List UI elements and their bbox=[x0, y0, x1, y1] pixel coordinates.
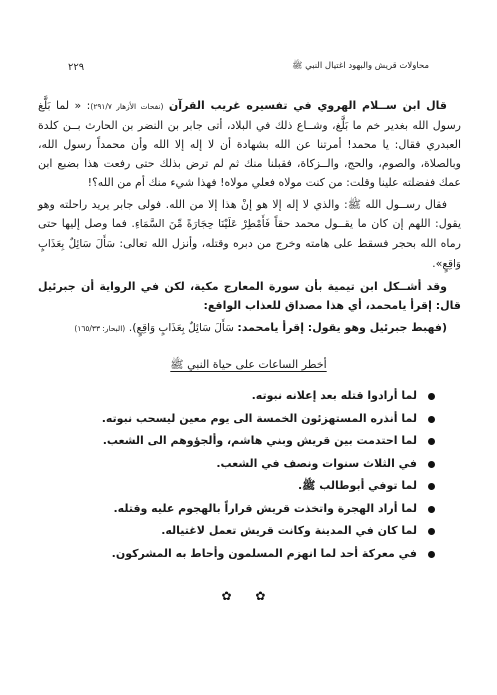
paragraph-1-reference: (نفحات الأزهار ٢٩١/٧) bbox=[90, 102, 164, 111]
bullet-list bbox=[40, 385, 435, 565]
quran-verse-1: فَأَمْطِرْ عَلَيْنَا حِجَارَةً مِّنَ السَّمَاءِ bbox=[134, 218, 271, 230]
list-item-text: لما توفي أبوطالب ﷺ. bbox=[297, 479, 417, 492]
bullet-icon bbox=[428, 393, 435, 400]
bullet-icon bbox=[428, 438, 435, 445]
paragraph-1-text: : « لما بَلَّغ رسول الله بغدير خم ما بَلَّغ، وشــاع ذلك في البلاد، أتى جابر بن النضر بن الحارث بــن كلدة العبدري فقال: يا محمد! أمرتنا عن الله بشهادة أن لا إله إلا الله وأن محمداً رسول الله، وبالصلاة، والصوم، والحج، والــزكاة، فقبلنا منك ثم لم ترض بذلك حتى رفعت هذا بضبع ابن عمك ففضلته علينا وقلت: من كنت مولاه فعلي مولاه! فهذا شيء منك أم من الله؟! bbox=[38, 99, 461, 189]
bullet-icon bbox=[428, 551, 435, 558]
list-item bbox=[40, 520, 435, 543]
list-item bbox=[40, 543, 435, 566]
paragraph-4-text: (فهبط جبرئيل وهو يقول: إقرأ يامحمد: bbox=[237, 321, 447, 334]
list-item-text: لما احتدمت بين قريش وبني هاشم، وألجؤوهم الى الشعب. bbox=[102, 434, 417, 447]
quran-verse-2: سَأَلَ سَائِلٌ بِعَذَابٍ وَاقِعٍ bbox=[38, 238, 461, 270]
list-item bbox=[40, 385, 435, 408]
paragraph-1-lead: قال ابن ســلام الهروي في تفسيره غريب القرآن bbox=[168, 99, 448, 112]
paragraph-4 bbox=[38, 318, 461, 338]
header-title: محاولات قريش والبهود اغتيال النبي ﷺ bbox=[292, 61, 429, 71]
bullet-icon bbox=[428, 461, 435, 468]
bullet-icon bbox=[428, 528, 435, 535]
paragraph-4-reference: (البحار: ١٦٥/٣٣) bbox=[74, 324, 126, 333]
list-item bbox=[40, 475, 435, 498]
paragraph-2-text: فقال رســول الله ﷺ: والذي لا إله إلا هو إنْ هذا إلا من الله. فولى جابر يريد راحلته وهو يقول: اللهم إن كان ما يقــول محمد حقاً bbox=[38, 198, 462, 230]
paragraph-2-text-continued: . فما وصل إليها حتى رماه الله بحجر فسقط على هامته وخرج من دبره وقتله، وأنزل الله تعالى: bbox=[38, 217, 461, 250]
list-item-text: في معركة أحد لما انهزم المسلمون وأحاط به المشركون. bbox=[111, 546, 417, 560]
list-item bbox=[40, 430, 435, 453]
main-text bbox=[38, 96, 461, 341]
list-item-text: لما كان في المدينة وكانت قريش تعمل لاغتياله. bbox=[161, 524, 417, 537]
paragraph-3-text: وقد أشــكل ابن تيمية بأن سورة المعارج مكية، لكن في الرواية أن جبرئيل قال: إقرأ يامحمد، أي هذا مصداق للعذاب الواقع: bbox=[38, 280, 461, 312]
section-title: أخطر الساعات على حياة النبي ﷺ bbox=[170, 358, 327, 371]
paragraph-2 bbox=[38, 195, 461, 274]
quran-verse-3: سَأَلَ سَائِلٌ بِعَذَابٍ وَاقِعٍ bbox=[136, 322, 234, 334]
bullet-icon bbox=[428, 506, 435, 513]
paragraph-4-end: ). bbox=[128, 321, 137, 334]
list-item bbox=[40, 408, 435, 431]
flower-ornament-icon: ✿ ✿ bbox=[221, 589, 276, 603]
list-item-text: لما أنذره المستهزئون الخمسة الى يوم معين ليسحب نبوته. bbox=[101, 411, 417, 425]
list-item bbox=[40, 498, 435, 521]
bullet-icon bbox=[428, 416, 435, 423]
list-item bbox=[40, 453, 435, 476]
paragraph-2-end: ». bbox=[432, 257, 443, 270]
running-header bbox=[68, 58, 429, 76]
bullet-icon bbox=[428, 483, 435, 490]
paragraph-3 bbox=[38, 277, 461, 315]
list-item-text: لما أرادوا قتله بعد إعلانه نبوته. bbox=[251, 389, 417, 402]
page-number: ٢٢٩ bbox=[68, 61, 85, 73]
paragraph-1 bbox=[38, 96, 461, 192]
list-item-text: لما أراد الهجرة واتخذت قريش قراراً بالهجوم عليه وقتله. bbox=[113, 501, 417, 515]
list-item-text: في الثلاث سنوات ونصف في الشعب. bbox=[216, 456, 417, 470]
